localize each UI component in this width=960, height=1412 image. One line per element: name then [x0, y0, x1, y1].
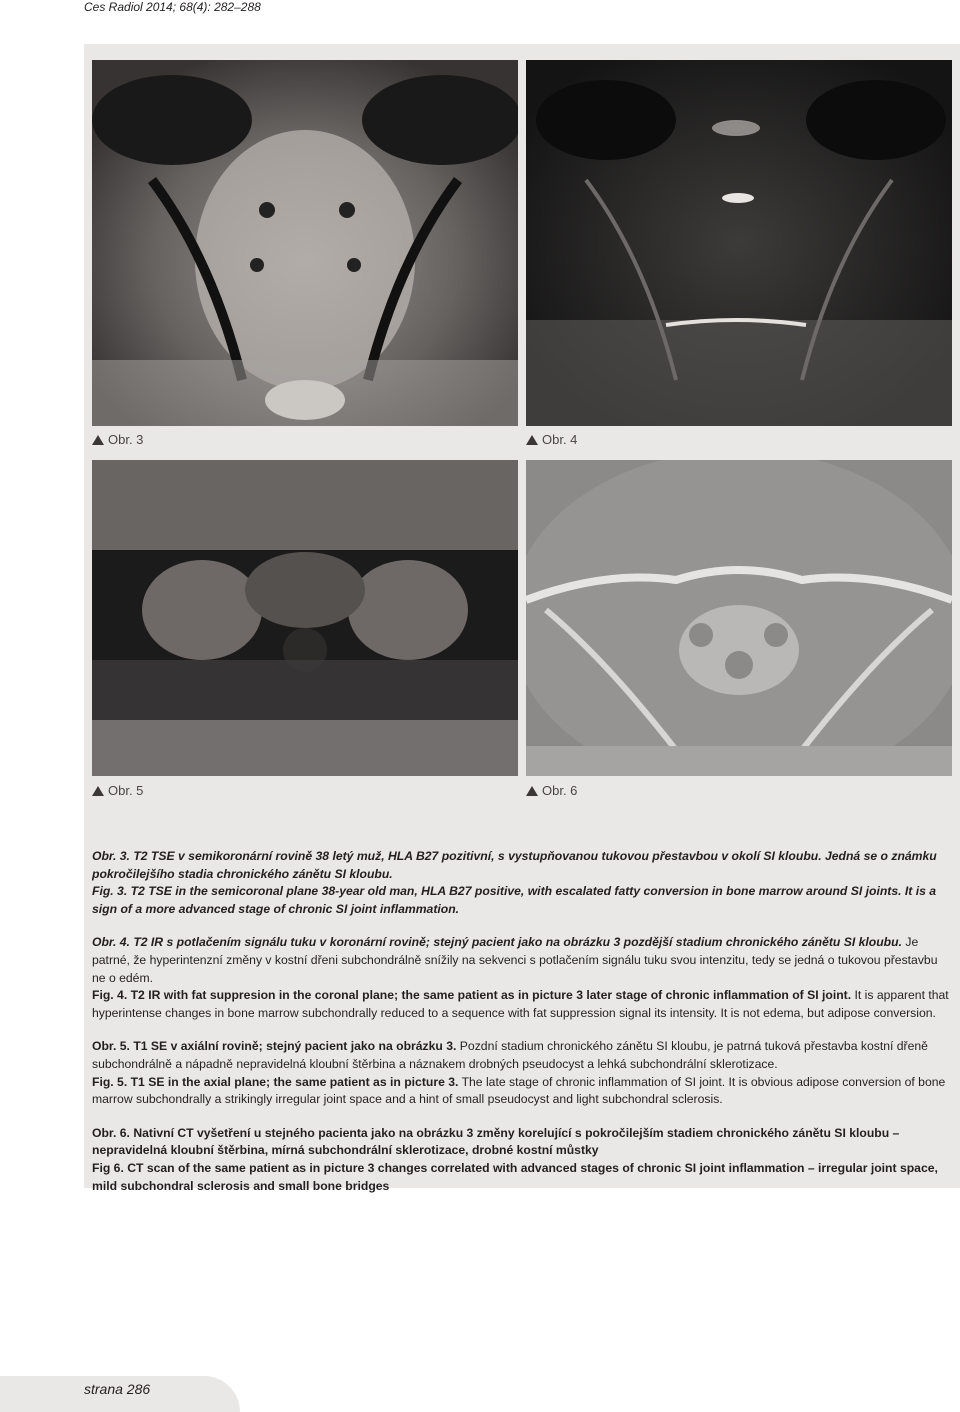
figure-6-label	[526, 783, 577, 798]
caption-obr4-cz-rest: Je patrné, že hyperintenzní změny v kostní dřeni subchondrálně snížily na sekvenci s potlačením signálu tuku svou intenzitu, tedy se jedná o tukovou přestavbu ne o edém.	[92, 935, 938, 985]
figure-5-label	[92, 783, 143, 798]
caption-fig4	[92, 987, 954, 1022]
caption-obr6-cz: Obr. 6. Nativní CT vyšetření u stejného pacienta jako na obrázku 3 změny korelující s pokročilejším stadiem chronického zánětu SI kloubu – nepravidelná kloubní štěrbina, mírná subchondrální sklerotizace, drobné kostní můstky	[92, 1125, 900, 1158]
triangle-marker-icon	[526, 786, 538, 796]
caption-fig5	[92, 1074, 954, 1109]
figure-captions	[92, 848, 954, 1195]
caption-fig5-en-rest: The late stage of chronic inflammation of SI joint. It is obvious adipose conversion of bone marrow subchondrally a strikingly irregular joint space and a hint of small pseudocyst and light subchondral sclerosis.	[92, 1074, 946, 1107]
running-head: Ces Radiol 2014; 68(4): 282–288	[84, 0, 261, 14]
triangle-marker-icon	[526, 435, 538, 445]
caption-fig6-en: Fig 6. CT scan of the same patient as in picture 3 changes correlated with advanced stages of chronic SI joint inflammation – irregular joint space, mild subchondral sclerosis and small bone bridges	[92, 1160, 938, 1193]
figure-5-image	[92, 460, 518, 776]
caption-obr5	[92, 1038, 954, 1073]
figure-3-label	[92, 432, 143, 447]
caption-fig5-en-bold: Fig. 5. T1 SE in the axial plane; the same patient as in picture 3.	[92, 1074, 459, 1089]
caption-fig4-en-rest: It is apparent that hyperintense changes in bone marrow subchondrally reduced to a sequence with fat suppression signal its intensity. It is not edema, but adipose conversion.	[92, 988, 949, 1020]
figure-3-label-text: Obr. 3	[108, 432, 144, 447]
triangle-marker-icon	[92, 435, 104, 445]
caption-fig4-en-bold: Fig. 4. T2 IR with fat suppresion in the coronal plane; the same patient as in picture 3 later stage of chronic inflammation of SI joint.	[92, 988, 852, 1003]
figure-3-image	[92, 60, 518, 426]
caption-obr4	[92, 934, 954, 987]
caption-obr5-cz-bold: Obr. 5. T1 SE v axiální rovině; stejný pacient jako na obrázku 3.	[92, 1039, 457, 1054]
caption-obr3-cz: Obr. 3. T2 TSE v semikoronární rovině 38 letý muž, HLA B27 pozitivní, s vystupňovanou tukovou přestavbou v okolí SI kloubu. Jedná se o známku pokročilejšího stadia chronického zánětu SI kloubu.	[92, 849, 937, 881]
page-number: strana 286	[84, 1381, 151, 1397]
figure-5-label-text: Obr. 5	[108, 783, 144, 798]
figure-4-label-text: Obr. 4	[542, 432, 578, 447]
figure-6-label-text: Obr. 6	[542, 783, 578, 798]
figure-4-label	[526, 432, 577, 447]
triangle-marker-icon	[92, 786, 104, 796]
figure-6-image	[526, 460, 952, 776]
figure-4-image	[526, 60, 952, 426]
caption-obr4-cz-bold: Obr. 4. T2 IR s potlačením signálu tuku v koronární rovině; stejný pacient jako na obrázku 3 pozdější stadium chronického zánětu SI kloubu.	[92, 935, 902, 950]
caption-obr5-cz-rest: Pozdní stadium chronického zánětu SI kloubu, je patrná tuková přestavba kostní dřeně subchondrálně a nápadně nepravidelná kloubní štěrbina a náznakem drobných pseudocyst a lehká subchondrální sklerotizace.	[92, 1039, 928, 1071]
caption-fig3-en: Fig. 3. T2 TSE in the semicoronal plane 38-year old man, HLA B27 positive, with escalated fatty conversion in bone marrow around SI joints. It is a sign of a more advanced stage of chronic SI joint inflammation.	[92, 884, 937, 916]
